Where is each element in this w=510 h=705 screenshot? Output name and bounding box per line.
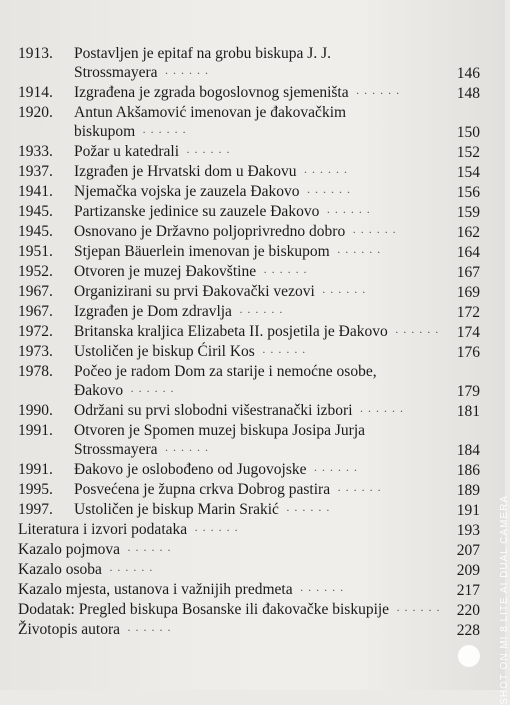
entry-year: 1990.: [18, 402, 53, 419]
leader-dots: ······: [330, 483, 386, 497]
entry-title: [18, 520, 444, 540]
toc-row: [18, 302, 480, 322]
toc-row: [18, 500, 480, 520]
entry-year: 1913.: [18, 45, 53, 62]
page-number: 176: [456, 344, 480, 361]
page-number: 209: [456, 562, 480, 579]
camera-logo-icon: [458, 645, 480, 667]
entry-title: [74, 500, 444, 520]
page-number: 191: [456, 502, 480, 519]
camera-watermark: SHOT ON MI 8 LITE AI DUAL CAMERA: [499, 495, 510, 705]
entry-year: 1914.: [18, 84, 53, 101]
page-number: 169: [456, 284, 480, 301]
entry-title-line: Osnovano je Državno poljoprivredno dobro ······: [74, 223, 401, 240]
page-number: 217: [456, 582, 480, 599]
entry-title: [74, 342, 444, 362]
page-number: 164: [456, 244, 480, 261]
entry-year: 1945.: [18, 223, 53, 240]
leader-dots: ······: [187, 523, 243, 537]
entry-title-line: Stjepan Bäuerlein imenovan je biskupom ······: [74, 243, 385, 260]
entry-title: [18, 600, 444, 620]
entry-title: [74, 322, 444, 342]
entry-year: 1941.: [18, 183, 53, 200]
page-number: 186: [456, 462, 480, 479]
entry-title: [74, 162, 444, 182]
entry-title: [74, 401, 444, 421]
toc-row: [18, 202, 480, 222]
page-number: 152: [456, 144, 480, 161]
page-number: 172: [456, 304, 480, 321]
entry-title-line: Životopis autora ······: [18, 621, 176, 638]
entry-title-line: Strossmayera ······: [74, 64, 213, 81]
entry-title-line: Organizirani su prvi Đakovački vezovi ······: [74, 283, 370, 300]
page-number: 174: [456, 324, 480, 341]
entry-title-line: biskupom ······: [74, 123, 191, 140]
entry-title: [18, 620, 444, 640]
entry-title-line: Đakovo je oslobođeno od Jugovojske ······: [74, 461, 362, 478]
entry-title: [18, 540, 444, 560]
leader-dots: ······: [329, 245, 385, 259]
entry-year: 1995.: [18, 481, 53, 498]
page-number: 207: [456, 542, 480, 559]
page-number: 181: [456, 403, 480, 420]
entry-title-line: Njemačka vojska je zauzela Đakovo ······: [74, 183, 355, 200]
toc-row: [18, 421, 480, 460]
entry-year: 1967.: [18, 303, 53, 320]
toc-row: [18, 460, 480, 480]
toc-row: [18, 362, 480, 401]
leader-dots: ······: [348, 86, 404, 100]
leader-dots: ······: [292, 583, 348, 597]
entry-year: 1997.: [18, 501, 53, 518]
entry-title-line: Dodatak: Pregled biskupa Bosanske ili đakovačke biskupije ······: [18, 601, 445, 618]
entry-title: [74, 262, 444, 282]
leader-dots: ······: [314, 285, 370, 299]
entry-title-line: Kazalo pojmova ······: [18, 541, 175, 558]
toc-row: [18, 162, 480, 182]
entry-title-line: Antun Akšamović imenovan je đakovačkim: [74, 104, 347, 121]
entry-title: [74, 242, 444, 262]
page-number: 220: [456, 602, 480, 619]
page-number: 154: [456, 164, 480, 181]
entry-title: [74, 302, 444, 322]
entry-title-line: Ustoličen je biskup Marin Srakić ······: [74, 501, 334, 518]
toc-row: [18, 262, 480, 282]
leader-dots: ······: [120, 623, 176, 637]
toc-row: [18, 322, 480, 342]
back-matter-row: [18, 600, 480, 620]
toc-row: [18, 182, 480, 202]
page-number: 162: [456, 224, 480, 241]
entry-year: 1945.: [18, 203, 53, 220]
entry-title-line: Izgrađen je Dom zdravlja ······: [74, 303, 287, 320]
leader-dots: ······: [319, 205, 375, 219]
entry-title: [74, 480, 444, 500]
entry-title: [18, 560, 444, 580]
toc-row: [18, 480, 480, 500]
leader-dots: ······: [157, 66, 213, 80]
toc-row: [18, 342, 480, 362]
entry-title-line: Požar u katedrali ······: [74, 143, 234, 160]
page-number: 159: [456, 204, 480, 221]
entry-title: [74, 83, 444, 103]
entry-title-line: Postavljen je epitaf na grobu biskupa J. J.: [74, 45, 331, 62]
entry-title-line: Literatura i izvori podataka ······: [18, 521, 243, 538]
entry-title: [74, 44, 444, 83]
entry-year: 1951.: [18, 243, 53, 260]
entry-title-line: Počeo je radom Dom za starije i nemoćne osobe,: [74, 363, 377, 380]
leader-dots: ······: [299, 185, 355, 199]
entry-title-line: Otvoren je muzej Đakovštine ······: [74, 263, 312, 280]
entry-year: 1952.: [18, 263, 53, 280]
entry-title-line: Otvoren je Spomen muzej biskupa Josipa Jurja: [74, 422, 366, 439]
leader-dots: ······: [123, 384, 179, 398]
back-matter-row: [18, 540, 480, 560]
page-number: 193: [456, 522, 480, 539]
page-number: 179: [456, 383, 480, 400]
entry-title-line: Partizanske jedinice su zauzele Đakovo ······: [74, 203, 375, 220]
entry-year: 1991.: [18, 422, 53, 439]
entry-year: 1937.: [18, 163, 53, 180]
entry-title: [74, 182, 444, 202]
leader-dots: ······: [101, 563, 157, 577]
back-matter-row: [18, 580, 480, 600]
leader-dots: ······: [254, 345, 310, 359]
leader-dots: ······: [306, 463, 362, 477]
entry-year: 1933.: [18, 143, 53, 160]
toc-row: [18, 142, 480, 162]
back-matter-row: [18, 620, 480, 640]
page-number: 228: [456, 622, 480, 639]
leader-dots: ······: [352, 404, 408, 418]
entry-title-line: Ustoličen je biskup Ćiril Kos ······: [74, 343, 310, 360]
entry-year: 1973.: [18, 343, 53, 360]
leader-dots: ······: [389, 603, 445, 617]
entry-title-line: Izgrađena je zgrada bogoslovnog sjemeništa ······: [74, 84, 404, 101]
leader-dots: ······: [345, 225, 401, 239]
leader-dots: ······: [120, 543, 175, 557]
entry-title: [74, 362, 444, 401]
entry-title: [74, 222, 444, 242]
toc-row: [18, 282, 480, 302]
entry-title: [18, 580, 444, 600]
leader-dots: ······: [256, 265, 312, 279]
page-number: 148: [456, 85, 480, 102]
table-of-contents: [18, 44, 480, 640]
page-number: 167: [456, 264, 480, 281]
entry-title: [74, 202, 444, 222]
page-number: 189: [456, 482, 480, 499]
toc-row: [18, 242, 480, 262]
leader-dots: ······: [278, 503, 334, 517]
toc-row: [18, 103, 480, 142]
page-number: 146: [456, 65, 480, 82]
leader-dots: ······: [296, 165, 352, 179]
entry-title-line: Izgrađen je Hrvatski dom u Đakovu ······: [74, 163, 352, 180]
entry-title: [74, 421, 444, 460]
toc-row: [18, 401, 480, 421]
entry-title-line: Kazalo osoba ······: [18, 561, 157, 578]
entry-title: [74, 103, 444, 142]
leader-dots: ······: [157, 443, 213, 457]
page-number: 150: [456, 124, 480, 141]
entry-year: 1920.: [18, 104, 53, 121]
entry-year: 1978.: [18, 363, 53, 380]
page-number: 184: [456, 442, 480, 459]
entry-year: 1991.: [18, 461, 53, 478]
entry-year: 1972.: [18, 323, 53, 340]
leader-dots: ······: [179, 145, 234, 159]
page-number: 156: [456, 184, 480, 201]
leader-dots: ······: [387, 325, 443, 339]
leader-dots: ······: [231, 305, 287, 319]
entry-title: [74, 460, 444, 480]
toc-row: [18, 83, 480, 103]
entry-title-line: Posvećena je župna crkva Dobrog pastira ······: [74, 481, 386, 498]
toc-row: [18, 222, 480, 242]
toc-row: [18, 44, 480, 83]
entry-title-line: Đakovo ······: [74, 382, 179, 399]
entry-title: [74, 142, 444, 162]
entry-title-line: Održani su prvi slobodni višestranački izbori ······: [74, 402, 408, 419]
entry-title-line: Britanska kraljica Elizabeta II. posjetila je Đakovo ······: [74, 323, 443, 340]
entry-title: [74, 282, 444, 302]
entry-title-line: Kazalo mjesta, ustanova i važnijih predmeta ······: [18, 581, 348, 598]
entry-title-line: Strossmayera ······: [74, 441, 213, 458]
back-matter-row: [18, 560, 480, 580]
entry-year: 1967.: [18, 283, 53, 300]
back-matter-row: [18, 520, 480, 540]
leader-dots: ······: [135, 125, 191, 139]
